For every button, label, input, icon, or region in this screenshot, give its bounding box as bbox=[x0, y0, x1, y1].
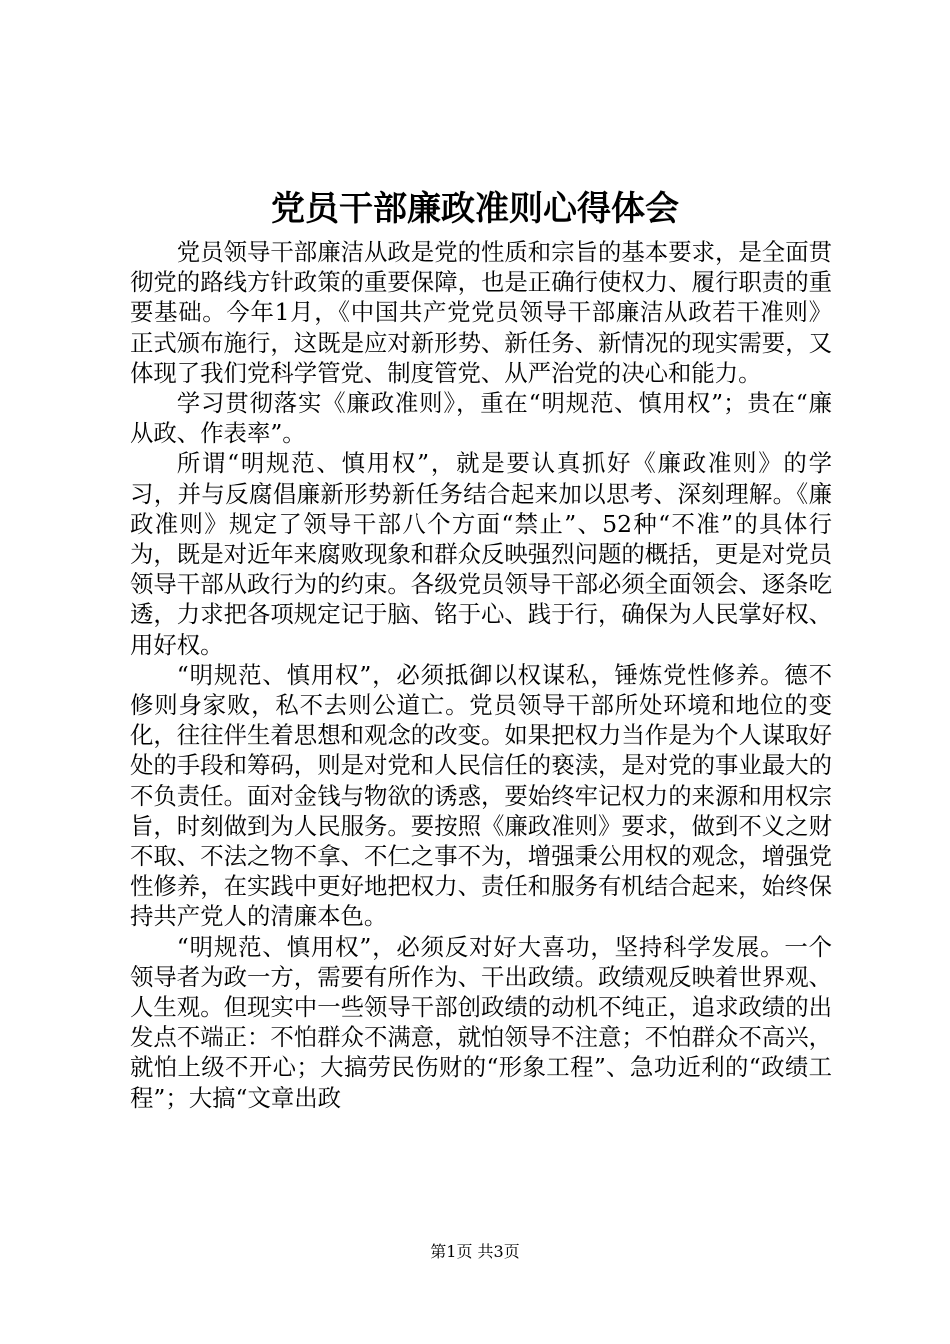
paragraph: 党员领导干部廉洁从政是党的性质和宗旨的基本要求，是全面贯彻党的路线方针政策的重要保障，也是正确行使权力、履行职责的重要基础。今年1月，《中国共产党党员领导干部廉洁从政若干准则》正式颁布施行，这既是应对新形势、新任务、新情况的现实需要，又体现了我们党科学管党、制度管党、从严治党的决心和能力。 bbox=[130, 238, 832, 387]
page-footer: 第1页 共3页 bbox=[430, 1242, 520, 1261]
paragraph: “明规范、慎用权”，必须反对好大喜功，坚持科学发展。一个领导者为政一方，需要有所作为、干出政绩。政绩观反映着世界观、人生观。但现实中一些领导干部创政绩的动机不纯正，追求政绩的出发点不端正：不怕群众不满意，就怕领导不注意；不怕群众不高兴，就怕上级不开心；大搞劳民伤财的“形象工程”、急功近利的“政绩工程”；大搞“文章出政 bbox=[130, 932, 832, 1112]
paragraph: “明规范、慎用权”，必须抵御以权谋私，锤炼党性修养。德不修则身家败，私不去则公道亡。党员领导干部所处环境和地位的变化，往往伴生着思想和观念的改变。如果把权力当作是为个人谋取好处的手段和筹码，则是对党和人民信任的亵渎，是对党的事业最大的不负责任。面对金钱与物欲的诱惑，要始终牢记权力的来源和用权宗旨，时刻做到为人民服务。要按照《廉政准则》要求，做到不义之财不取、不法之物不拿、不仁之事不为，增强秉公用权的观念，增强党性修养，在实践中更好地把权力、责任和服务有机结合起来，始终保持共产党人的清廉本色。 bbox=[130, 660, 832, 931]
document-title: 党员干部廉政准则心得体会 bbox=[271, 189, 679, 229]
paragraph: 学习贯彻落实《廉政准则》，重在“明规范、慎用权”；贵在“廉从政、作表率”。 bbox=[130, 389, 832, 448]
document-body bbox=[130, 237, 832, 1113]
paragraph: 所谓“明规范、慎用权”，就是要认真抓好《廉政准则》的学习，并与反腐倡廉新形势新任务结合起来加以思考、深刻理解。《廉政准则》规定了领导干部八个方面“禁止”、52种“不准”的具体行为，既是对近年来腐败现象和群众反映强烈问题的概括，更是对党员领导干部从政行为的约束。各级党员领导干部必须全面领会、逐条吃透，力求把各项规定记于脑、铭于心、践于行，确保为人民掌好权、用好权。 bbox=[130, 449, 832, 659]
